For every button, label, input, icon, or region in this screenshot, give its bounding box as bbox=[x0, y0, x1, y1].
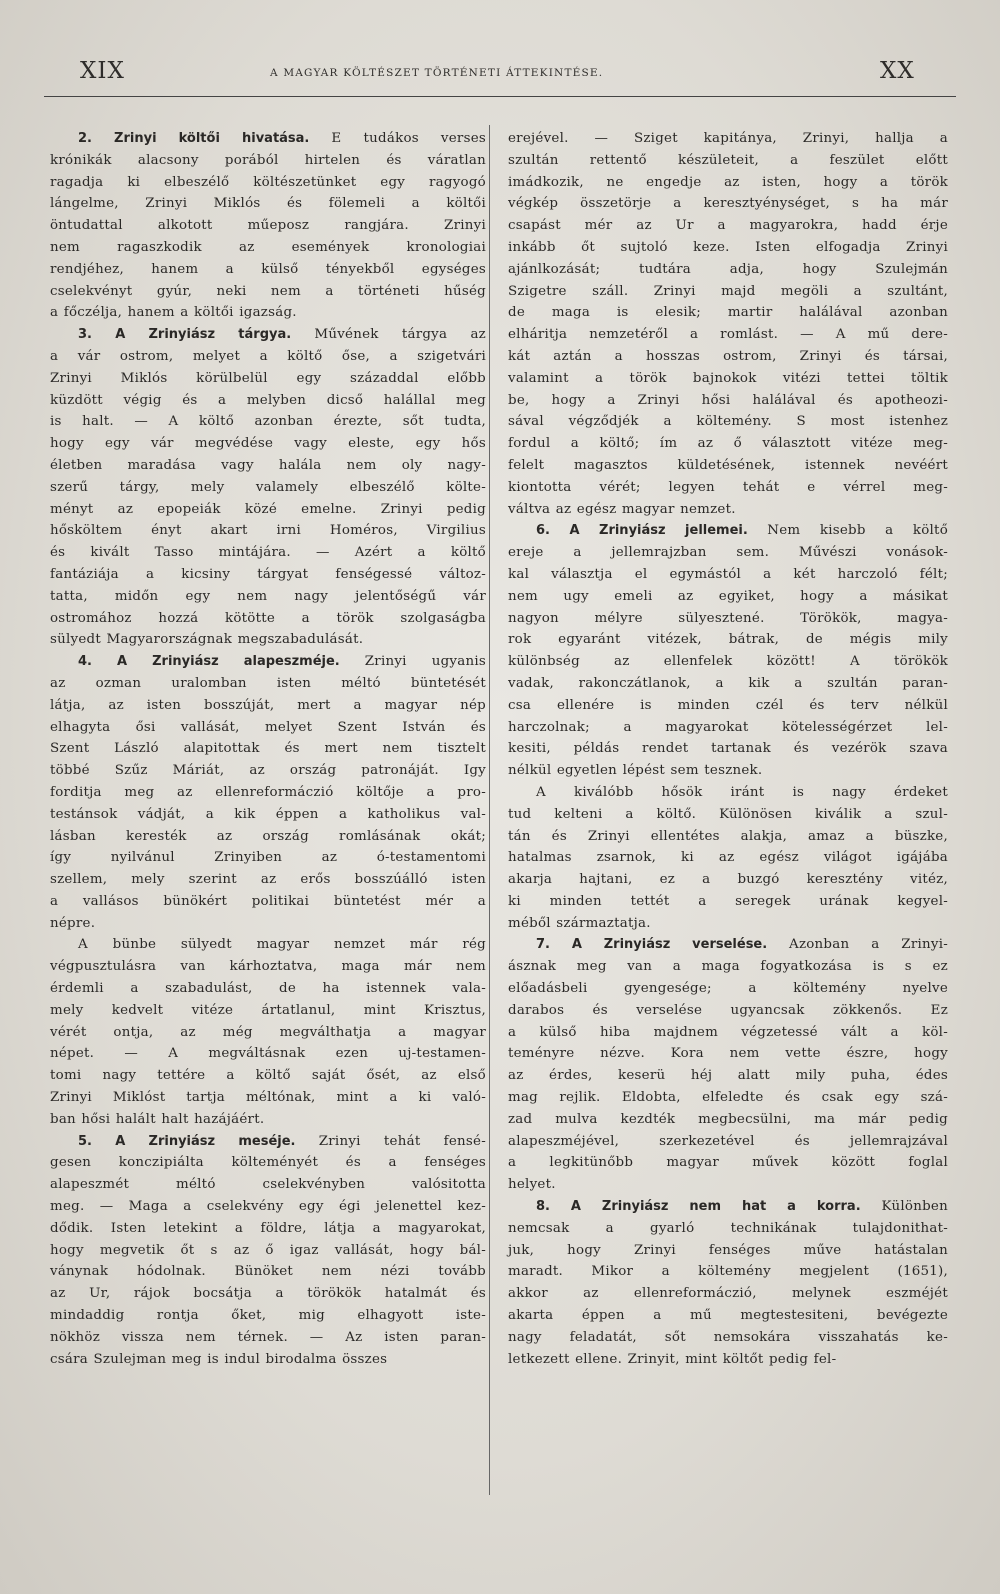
text-line bbox=[508, 651, 948, 673]
text-line bbox=[50, 913, 486, 935]
line-text: fantáziája a kicsiny tárgyat fenségessé változ- bbox=[50, 566, 486, 582]
line-text: mely kedvelt vitéze ártatlanul, mint Krisztus, bbox=[50, 1002, 486, 1018]
text-line bbox=[508, 302, 948, 324]
line-text: végkép összetörje a keresztyénységet, s ha már bbox=[508, 196, 948, 212]
line-text: ostromához hozzá kötötte a török szolgaságba bbox=[50, 610, 486, 626]
text-line bbox=[508, 1283, 948, 1305]
text-line bbox=[508, 1305, 948, 1327]
line-text: sával végződjék a költemény. S most istenhez bbox=[508, 414, 948, 430]
line-text: fordul a költő; ím az ő választott vitéze meg- bbox=[508, 436, 948, 452]
text-line bbox=[508, 324, 948, 346]
line-text: rok egyaránt vitézek, bátrak, de mégis mily bbox=[508, 632, 948, 648]
line-text: cselekvényt gyúr, neki nem a történeti hűség bbox=[50, 283, 486, 299]
text-line bbox=[508, 1087, 948, 1109]
line-text: kiontotta vérét; legyen tehát e vérrel meg- bbox=[508, 479, 948, 495]
text-line bbox=[50, 172, 486, 194]
text-line bbox=[50, 150, 486, 172]
text-line bbox=[50, 1349, 486, 1371]
line-text: többé Szűz Máriát, az ország patronáját. Igy bbox=[50, 763, 486, 779]
line-text: sülyedt Magyarországnak megszabadulását. bbox=[50, 632, 364, 648]
text-line bbox=[50, 1000, 486, 1022]
line-text: csa ellenére is minden czél és terv nélkül bbox=[508, 697, 948, 713]
text-line bbox=[50, 673, 486, 695]
text-line bbox=[50, 1305, 486, 1327]
text-line bbox=[508, 259, 948, 281]
line-text: nagyon mélyre sülyesztené. Törökök, magya- bbox=[508, 610, 948, 626]
text-line bbox=[508, 150, 948, 172]
section-heading: 8. A Zrinyiász nem hat a korra. bbox=[536, 1199, 861, 1215]
section-heading: 3. A Zrinyiász tárgya. bbox=[78, 327, 292, 343]
text-line bbox=[508, 499, 948, 521]
text-line bbox=[508, 390, 948, 412]
line-text: nagy feladatát, sőt nemsokára visszahatás ke- bbox=[508, 1329, 948, 1345]
text-line bbox=[50, 891, 486, 913]
line-text: hogy egy vár megvédése vagy eleste, egy hős bbox=[50, 436, 486, 452]
line-text: maradt. Mikor a költemény megjelent (1651), bbox=[508, 1264, 948, 1280]
line-text: elhagyta ősi vallását, melyet Szent István és bbox=[50, 719, 486, 735]
line-text: elháritja nemzetéről a romlást. — A mű dere- bbox=[508, 327, 948, 343]
text-line bbox=[50, 411, 486, 433]
line-text: szultán rettentő készületeit, a feszület előtt bbox=[508, 152, 948, 168]
text-line bbox=[508, 956, 948, 978]
running-title: A MAGYAR KÖLTÉSZET TÖRTÉNETI ÁTTEKINTÉSE. bbox=[270, 67, 604, 79]
text-line bbox=[508, 542, 948, 564]
text-line bbox=[508, 978, 948, 1000]
text-line bbox=[50, 1065, 486, 1087]
line-text: Szigetre száll. Zrinyi majd megöli a szultánt, bbox=[508, 283, 948, 299]
text-line bbox=[508, 1327, 948, 1349]
text-line bbox=[508, 673, 948, 695]
line-text: inkább őt sujtoló keze. Isten elfogadja Zrinyi bbox=[508, 239, 948, 255]
line-text: ragadja ki elbeszélő költészetünket egy ragyogó bbox=[50, 174, 486, 190]
text-line bbox=[50, 302, 486, 324]
line-text: be, hogy a Zrinyi hősi halálával és apotheozi- bbox=[508, 392, 948, 408]
line-text: népre. bbox=[50, 915, 96, 931]
line-text: helyet. bbox=[508, 1177, 556, 1193]
text-line bbox=[50, 542, 486, 564]
line-text: ményt az epopeiák közé emelne. Zrinyi pedig bbox=[50, 501, 486, 517]
line-text: is halt. — A költő azonban érezte, sőt tudta, bbox=[50, 414, 486, 430]
line-text: akarta éppen a mű megtestesiteni, bevégezte bbox=[508, 1308, 948, 1324]
line-text: vadak, rakonczátlanok, a kik a szultán paran- bbox=[508, 675, 948, 691]
text-line bbox=[508, 1131, 948, 1153]
text-line bbox=[508, 891, 948, 913]
text-line bbox=[50, 477, 486, 499]
text-line bbox=[508, 281, 948, 303]
line-text: ványnak hódolnak. Bünöket nem nézi tovább bbox=[50, 1264, 486, 1280]
line-text: hősköltem ényt akart irni Homéros, Virgilius bbox=[50, 523, 486, 539]
line-text: ajánlkozását; tudtára adja, hogy Szulejmán bbox=[508, 261, 948, 277]
line-text: imádkozik, ne engedje az isten, hogy a török bbox=[508, 174, 948, 190]
section-heading-line bbox=[50, 324, 486, 346]
line-text: méből származtatja. bbox=[508, 915, 651, 931]
text-line bbox=[50, 847, 486, 869]
text-line bbox=[50, 564, 486, 586]
text-line bbox=[50, 1283, 486, 1305]
line-text: Azonban a Zrinyi- bbox=[767, 937, 948, 953]
text-line bbox=[508, 1240, 948, 1262]
text-line bbox=[508, 826, 948, 848]
right-column bbox=[508, 128, 948, 1370]
line-text: A kiválóbb hősök iránt is nagy érdeket bbox=[536, 784, 948, 800]
line-text: népet. — A megváltásnak ezen uj-testamen- bbox=[50, 1046, 486, 1062]
line-text: nökhöz vissza nem térnek. — Az isten paran- bbox=[50, 1329, 486, 1345]
text-line bbox=[508, 1043, 948, 1065]
text-line bbox=[508, 411, 948, 433]
line-text: Különben bbox=[860, 1199, 948, 1215]
line-text: E tudákos verses bbox=[309, 131, 486, 146]
line-text: hogy megvetik őt s az ő igaz vallását, hogy bál- bbox=[50, 1242, 486, 1258]
line-text: az Ur, rájok bocsátja a törökök hatalmát és bbox=[50, 1286, 486, 1302]
line-text: akkor az ellenreformáczió, melynek eszméjét bbox=[508, 1286, 948, 1302]
text-line bbox=[508, 847, 948, 869]
line-text: erejével. — Sziget kapitánya, Zrinyi, hallja a bbox=[508, 131, 948, 146]
text-line bbox=[50, 1043, 486, 1065]
text-line bbox=[508, 1022, 948, 1044]
text-line bbox=[508, 608, 948, 630]
line-text: ki minden tettét a seregek urának kegyel- bbox=[508, 893, 948, 909]
text-line bbox=[50, 237, 486, 259]
line-text: akarja hajtani, ez a buzgó keresztény vitéz, bbox=[508, 872, 948, 888]
line-text: és kivált Tasso mintájára. — Azért a költő bbox=[50, 545, 486, 561]
text-line bbox=[50, 520, 486, 542]
line-text: de maga is elesik; martir halálával azonban bbox=[508, 305, 948, 321]
text-line bbox=[508, 128, 948, 150]
line-text: öntudattal alkotott műeposz rangjára. Zrinyi bbox=[50, 218, 486, 234]
text-line bbox=[50, 346, 486, 368]
line-text: krónikák alacsony porából hirtelen és váratlan bbox=[50, 152, 486, 168]
text-line bbox=[50, 1240, 486, 1262]
text-line bbox=[50, 1218, 486, 1240]
line-text: kal választja el egymástól a két harczoló félt; bbox=[508, 566, 948, 582]
line-text: meg. — Maga a cselekvény egy égi jelenettel kez- bbox=[50, 1199, 486, 1215]
line-text: felelt magasztos küldetésének, istennek nevéért bbox=[508, 457, 948, 473]
line-text: kát aztán a hosszas ostrom, Zrinyi és társai, bbox=[508, 348, 948, 364]
text-line bbox=[50, 1174, 486, 1196]
column-divider bbox=[489, 125, 490, 1495]
text-line bbox=[508, 433, 948, 455]
line-text: Zrinyi ugyanis bbox=[339, 654, 486, 670]
line-text: nem ragaszkodik az események kronologiai bbox=[50, 239, 486, 255]
line-text: A bünbe sülyedt magyar nemzet már rég bbox=[78, 937, 486, 953]
line-text: Művének tárgya az bbox=[291, 327, 486, 343]
text-line bbox=[50, 760, 486, 782]
line-text: nem ugy emeli az egyiket, hogy a másikat bbox=[508, 588, 948, 604]
text-line bbox=[508, 564, 948, 586]
line-text: látja, az isten bosszúját, mert a magyar nép bbox=[50, 697, 486, 713]
text-line bbox=[50, 390, 486, 412]
text-line bbox=[508, 346, 948, 368]
text-line bbox=[508, 172, 948, 194]
line-text: mag rejlik. Eldobta, elfeledte és csak egy szá- bbox=[508, 1090, 948, 1106]
line-text: alapeszmét méltó cselekvényben valósitotta bbox=[50, 1177, 486, 1193]
text-line bbox=[50, 738, 486, 760]
line-text: harczolnak; a magyarokat kötelességérzet lel- bbox=[508, 719, 948, 735]
section-heading-line bbox=[508, 520, 948, 542]
text-line bbox=[50, 1109, 486, 1131]
line-text: Zrinyi Miklós körülbelül egy századdal előbb bbox=[50, 370, 486, 386]
line-text: érdemli a szabadulást, de ha istennek vala- bbox=[50, 981, 486, 997]
text-line bbox=[50, 215, 486, 237]
text-line bbox=[50, 433, 486, 455]
line-text: tatta, midőn egy nem nagy jelentőségű vár bbox=[50, 588, 486, 604]
text-line bbox=[50, 804, 486, 826]
line-text: juk, hogy Zrinyi fenséges műve hatástalan bbox=[508, 1242, 948, 1258]
text-line bbox=[50, 586, 486, 608]
text-line bbox=[508, 1218, 948, 1240]
text-line bbox=[50, 956, 486, 978]
text-line bbox=[50, 978, 486, 1000]
page-number-right: XX bbox=[880, 58, 915, 84]
section-heading: 7. A Zrinyiász verselése. bbox=[536, 937, 768, 953]
line-text: a vár ostrom, melyet a költő őse, a szigetvári bbox=[50, 348, 486, 364]
section-heading-line bbox=[50, 1131, 486, 1153]
text-line bbox=[508, 237, 948, 259]
line-text: Zrinyi tehát fensé- bbox=[295, 1133, 486, 1149]
line-text: letkezett ellene. Zrinyit, mint költőt pedig fel- bbox=[508, 1351, 837, 1367]
line-text: váltva az egész magyar nemzet. bbox=[508, 501, 736, 517]
text-line bbox=[50, 1261, 486, 1283]
section-heading: 5. A Zrinyiász meséje. bbox=[78, 1133, 296, 1149]
line-text: az érdes, keserü héj alatt mily puha, édes bbox=[508, 1068, 948, 1084]
section-heading: 2. Zrinyi költői hivatása. bbox=[78, 131, 310, 146]
text-line bbox=[508, 1174, 948, 1196]
text-line bbox=[50, 1087, 486, 1109]
section-heading-line bbox=[508, 1196, 948, 1218]
line-text: lásban keresték az ország romlásának okát; bbox=[50, 828, 486, 844]
text-line bbox=[50, 608, 486, 630]
text-line bbox=[508, 760, 948, 782]
text-line bbox=[508, 1000, 948, 1022]
text-line bbox=[508, 717, 948, 739]
line-text: ásznak meg van a maga fogyatkozása is s ez bbox=[508, 959, 948, 975]
text-line bbox=[50, 259, 486, 281]
text-line bbox=[508, 215, 948, 237]
left-column bbox=[50, 128, 486, 1370]
line-text: rendjéhez, hanem a külső tényekből egységes bbox=[50, 261, 486, 277]
text-line bbox=[508, 477, 948, 499]
text-line bbox=[50, 934, 486, 956]
text-line bbox=[508, 1261, 948, 1283]
text-line bbox=[508, 782, 948, 804]
text-line bbox=[50, 629, 486, 651]
line-text: a főczélja, hanem a költői igazság. bbox=[50, 305, 297, 321]
line-text: hatalmas zsarnok, ki az egész világot igájába bbox=[508, 850, 948, 866]
line-text: így nyilvánul Zrinyiben az ó-testamentomi bbox=[50, 850, 486, 866]
text-line bbox=[508, 629, 948, 651]
line-text: vérét ontja, az még megválthatja a magyar bbox=[50, 1024, 486, 1040]
line-text: Szent László alapitottak és mert nem tisztelt bbox=[50, 741, 486, 757]
text-line bbox=[50, 1022, 486, 1044]
line-text: különbség az ellenfelek között! A törökök bbox=[508, 654, 948, 670]
text-line bbox=[508, 695, 948, 717]
text-line bbox=[50, 869, 486, 891]
line-text: küzdött végig és a melyben dicső halállal meg bbox=[50, 392, 486, 408]
header-rule bbox=[44, 96, 956, 97]
line-text: darabos és verselése ugyancsak zökkenős. Ez bbox=[508, 1002, 948, 1018]
line-text: kesiti, példás rendet tartanak és vezérök szava bbox=[508, 741, 948, 757]
line-text: csára Szulejman meg is indul birodalma összes bbox=[50, 1351, 388, 1367]
text-line bbox=[508, 913, 948, 935]
section-heading-line bbox=[508, 934, 948, 956]
text-line bbox=[50, 695, 486, 717]
line-text: nélkül egyetlen lépést sem tesznek. bbox=[508, 763, 763, 779]
line-text: ban hősi halált halt hazájáért. bbox=[50, 1111, 265, 1127]
text-line bbox=[50, 193, 486, 215]
line-text: szerű tárgy, mely valamely elbeszélő költe- bbox=[50, 479, 486, 495]
text-line bbox=[508, 1065, 948, 1087]
line-text: Zrinyi Miklóst tartja méltónak, mint a ki való- bbox=[50, 1090, 486, 1106]
line-text: tud kelteni a költő. Különösen kiválik a szul- bbox=[508, 806, 948, 822]
section-heading: 4. A Zrinyiász alapeszméje. bbox=[78, 654, 340, 670]
line-text: forditja meg az ellenreformáczió költője a pro- bbox=[50, 784, 486, 800]
text-line bbox=[508, 1349, 948, 1371]
section-heading: 6. A Zrinyiász jellemei. bbox=[536, 523, 748, 539]
text-line bbox=[508, 869, 948, 891]
text-line bbox=[508, 804, 948, 826]
line-text: csapást mér az Ur a magyarokra, hadd érje bbox=[508, 218, 948, 234]
line-text: zad mulva kezdték megbecsülni, ma már pedig bbox=[508, 1111, 948, 1127]
text-line bbox=[50, 1152, 486, 1174]
text-line bbox=[50, 368, 486, 390]
text-line bbox=[50, 1196, 486, 1218]
line-text: dődik. Isten letekint a földre, látja a magyarokat, bbox=[50, 1220, 486, 1236]
line-text: teményre nézve. Kora nem vette észre, hogy bbox=[508, 1046, 948, 1062]
line-text: lángelme, Zrinyi Miklós és fölemeli a költői bbox=[50, 196, 486, 212]
text-line bbox=[50, 826, 486, 848]
line-text: mindaddig rontja őket, mig elhagyott iste- bbox=[50, 1308, 486, 1324]
line-text: előadásbeli gyengesége; a költemény nyelve bbox=[508, 981, 948, 997]
line-text: a külső hiba majdnem végzetessé vált a köl- bbox=[508, 1024, 948, 1040]
line-text: tomi nagy tettére a költő saját ősét, az első bbox=[50, 1068, 486, 1084]
line-text: a legkitünőbb magyar művek között foglal bbox=[508, 1155, 948, 1171]
text-line bbox=[50, 281, 486, 303]
text-line bbox=[508, 193, 948, 215]
text-line bbox=[50, 455, 486, 477]
text-line bbox=[508, 738, 948, 760]
section-heading-line bbox=[50, 128, 486, 150]
line-text: nemcsak a gyarló technikának tulajdonithat- bbox=[508, 1220, 948, 1236]
text-line bbox=[50, 499, 486, 521]
text-line bbox=[508, 1152, 948, 1174]
line-text: a vallásos bünökért politikai büntetést mér a bbox=[50, 893, 486, 909]
text-line bbox=[508, 1109, 948, 1131]
section-heading-line bbox=[50, 651, 486, 673]
text-line bbox=[508, 586, 948, 608]
text-line bbox=[50, 717, 486, 739]
line-text: szellem, mely szerint az erős bosszúálló isten bbox=[50, 872, 486, 888]
line-text: tán és Zrinyi ellentétes alakja, amaz a büszke, bbox=[508, 828, 948, 844]
line-text: az ozman uralomban isten méltó büntetését bbox=[50, 675, 486, 691]
line-text: alapeszméjével, szerkezetével és jellemrajzával bbox=[508, 1133, 948, 1149]
line-text: életben maradása vagy halála nem oly nagy- bbox=[50, 457, 486, 473]
line-text: gesen konczipiálta költeményét és a fenséges bbox=[50, 1155, 486, 1171]
text-line bbox=[50, 782, 486, 804]
page-number-left: XIX bbox=[80, 58, 125, 84]
line-text: valamint a török bajnokok vitézi tettei töltik bbox=[508, 370, 948, 386]
line-text: testánsok vádját, a kik éppen a katholikus val- bbox=[50, 806, 486, 822]
line-text: Nem kisebb a költő bbox=[747, 523, 949, 539]
text-line bbox=[50, 1327, 486, 1349]
text-line bbox=[508, 455, 948, 477]
text-line bbox=[508, 368, 948, 390]
line-text: ereje a jellemrajzban sem. Művészi vonások- bbox=[508, 545, 948, 561]
line-text: végpusztulásra van kárhoztatva, maga már nem bbox=[50, 959, 486, 975]
